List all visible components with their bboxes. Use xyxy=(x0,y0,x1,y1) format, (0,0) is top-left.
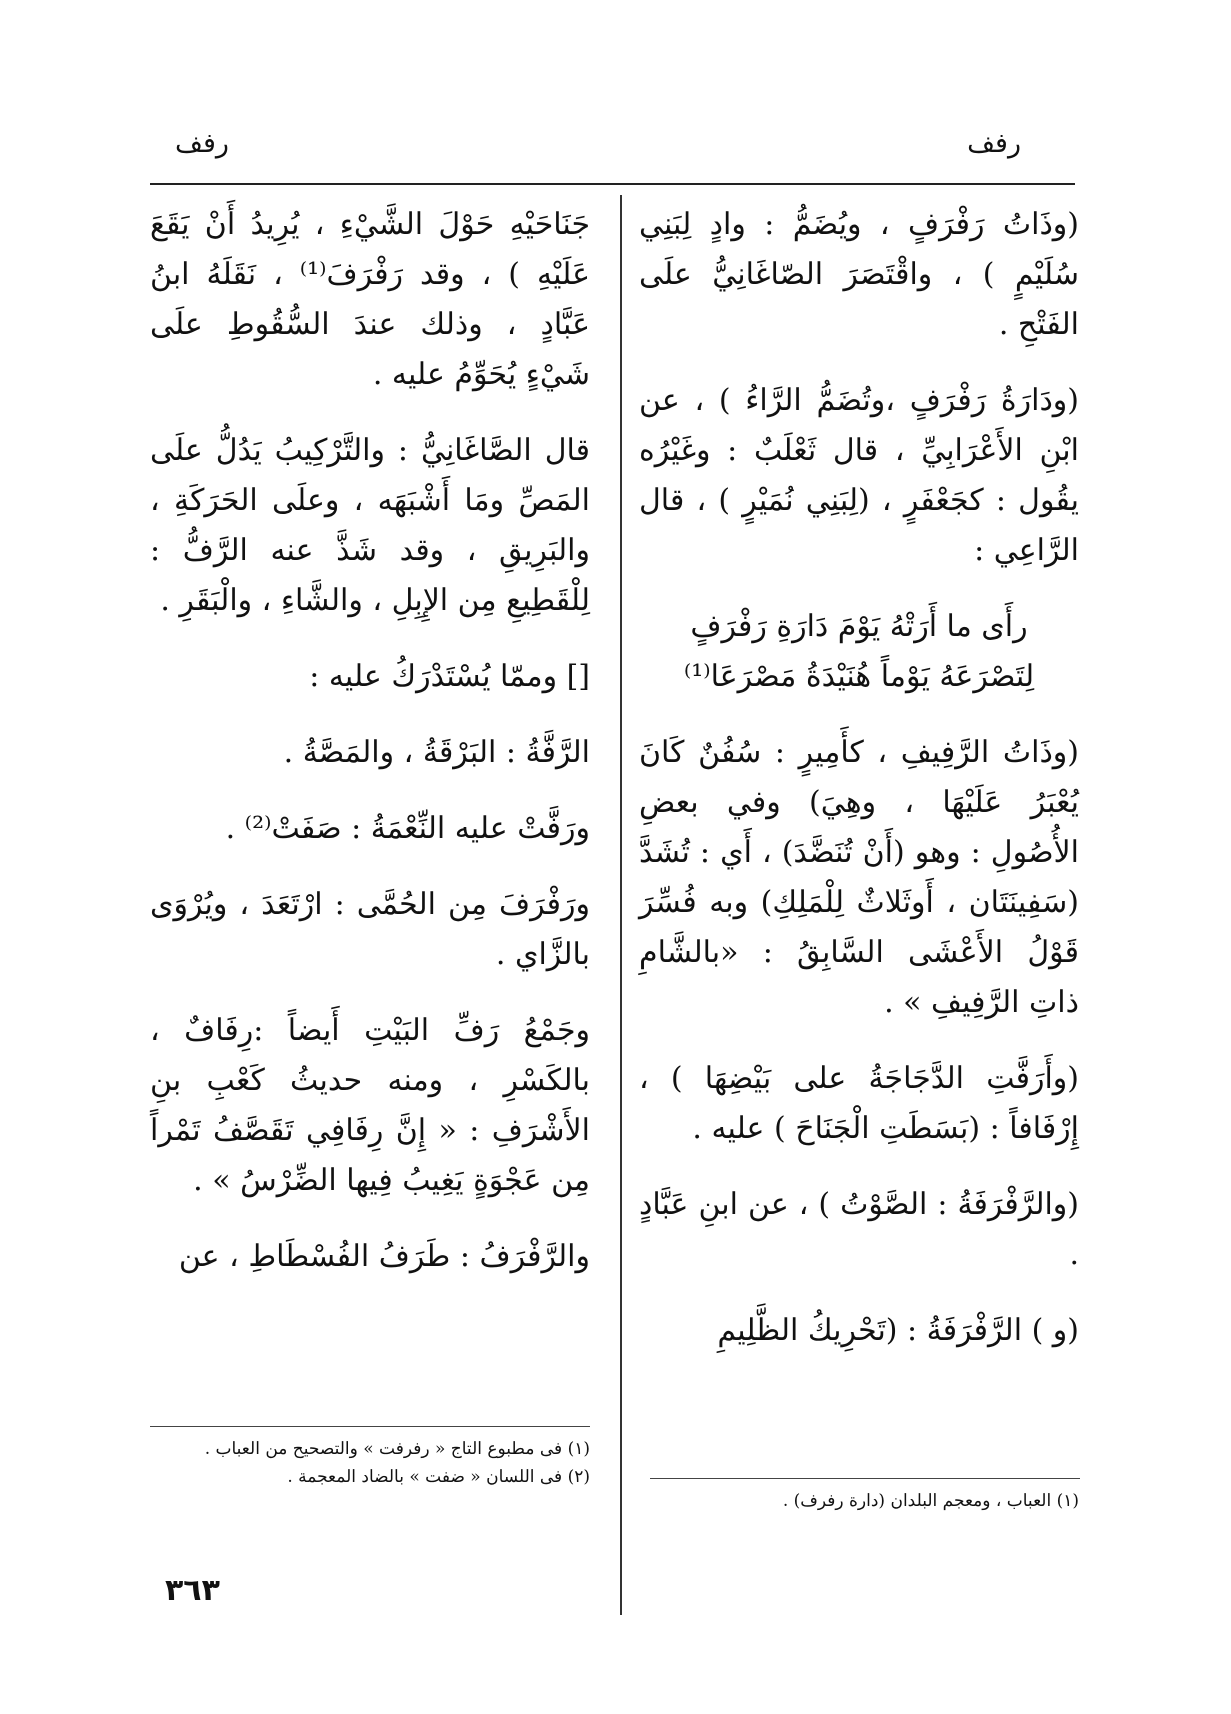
entry-paragraph: [] وممّا يُسْتَدْرَكُ عليه : xyxy=(309,659,590,694)
entry-paragraph: (و ) الرَّفْرَفَةُ : (تَحْرِيكُ الظَّلِيمِ xyxy=(717,1313,1079,1348)
footnote: (٢) فى اللسان « ضفت » بالضاد المعجمة . xyxy=(287,1467,590,1487)
left-column xyxy=(150,200,590,1308)
column-divider xyxy=(620,195,622,1615)
poetry-verse xyxy=(639,602,1079,702)
right-column xyxy=(639,200,1079,1382)
footnote: (١) فى مطبوع التاج « رفرفت » والتصحيح من العباب . xyxy=(204,1439,590,1459)
header-keyword-left: رفف xyxy=(175,128,229,159)
footnote: (١) العباب ، ومعجم البلدان (دارة رفرف) . xyxy=(782,1491,1079,1511)
entry-paragraph: (وذَاتُ رَفْرَفٍ ، ويُضَمُّ : وادٍ لِبَنِي سُلَيْمٍ ) ، واقْتَصَرَ الصّاغَانِيُّ علَى الفَتْحِ . xyxy=(639,207,1079,342)
entry-paragraph: (ودَارَةُ رَفْرَفٍ ،وتُضَمُّ الرَّاءُ ) ، عن ابْنِ الأَعْرَابِيِّ ، قال ثَعْلَبٌ : وغَيْرُه يقُول : كجَعْفَرٍ ، (لِبَنِي نُمَيْرٍ ) ، قال الرَّاعِي : xyxy=(639,383,1079,568)
page-number: ٣٦٣ xyxy=(165,1573,220,1608)
verse-line: رأَى ما أَرَتْهُ يَوْمَ دَارَةِ رَفْرَفٍ xyxy=(690,609,1028,644)
header-keyword-right: رفف xyxy=(967,128,1021,159)
entry-paragraph: (والرَّفْرَفَةُ : الصَّوْتُ ) ، عن ابنِ عَبَّادٍ . xyxy=(639,1187,1079,1272)
footnote-rule-left xyxy=(150,1426,590,1427)
entry-paragraph: الرَّفَّةُ : البَرْقَةُ ، والمَصَّةُ . xyxy=(283,735,590,770)
entry-paragraph: قال الصَّاغَانِيُّ : والتَّرْكِيبُ يَدُلُّ علَى المَصِّ ومَا أَشْبَهَه ، وعلَى الحَرَكَةِ ، والبَرِيقِ ، وقد شَذَّ عنه الرَّفُّ : لِلْقَطِيعِ مِن الإِبِلِ ، والشَّاءِ ، والْبَقَرِ . xyxy=(150,433,590,618)
entry-paragraph: والرَّفْرَفُ : طَرَفُ الفُسْطَاطِ ، عن xyxy=(178,1239,590,1274)
header-rule xyxy=(150,183,1075,185)
entry-paragraph: ورَفَّتْ عليه النِّعْمَةُ : صَفَتْ⁽²⁾ . xyxy=(225,811,590,846)
footnotes-left xyxy=(160,1435,590,1491)
entry-paragraph: جَنَاحَيْهِ حَوْلَ الشَّيْءِ ، يُرِيدُ أَنْ يَقَعَ عَلَيْهِ ) ، وقد رَفْرَفَ⁽¹⁾ ، نَقَلَهُ ابنُ عَبَّادٍ ، وذلك عندَ السُّقُوطِ علَى شَيْءٍ يُحَوِّمُ عليه . xyxy=(150,207,590,392)
verse-line: لِتَصْرَعَهُ يَوْماً هُنَيْدَةُ مَصْرَعَا⁽¹⁾ xyxy=(683,659,1035,694)
entry-paragraph: ورَفْرَفَ مِن الحُمَّى : ارْتَعَدَ ، ويُرْوَى بالزَّاي . xyxy=(150,887,590,972)
footnote-rule-right xyxy=(650,1478,1080,1479)
entry-paragraph: (وذَاتُ الرَّفِيفِ ، كأَمِيرٍ : سُفُنٌ كَانَ يُعْبَرُ عَلَيْهَا ، وهِيَ) وفي بعضِ الأُصُولِ : وهو (أَنْ تُنَضَّدَ) ، أَي : تُشَدَّ (سَفِينَتَان ، أَوثَلاثٌ لِلْمَلِكِ) وبه فُسِّرَ قَوْلُ الأَعْشَى السَّابِقُ : «بالشَّامِ ذاتِ الرَّفِيفِ » . xyxy=(639,735,1079,1020)
footnotes-right xyxy=(639,1487,1079,1515)
entry-paragraph: وجَمْعُ رَفِّ البَيْتِ أَيضاً :رِفَافٌ ، بالكَسْرِ ، ومنه حديثُ كَعْبِ بنِ الأَشْرَفِ : « إِنَّ رِفَافِي تَقَصَّفُ تَمْراً مِن عَجْوَةٍ يَغِيبُ فِيها الضِّرْسُ » . xyxy=(150,1013,590,1198)
entry-paragraph: (وأَرَفَّتِ الدَّجَاجَةُ على بَيْضِهَا ) ، إِرْفَافاً : (بَسَطَتِ الْجَنَاحَ ) عليه . xyxy=(639,1061,1079,1146)
